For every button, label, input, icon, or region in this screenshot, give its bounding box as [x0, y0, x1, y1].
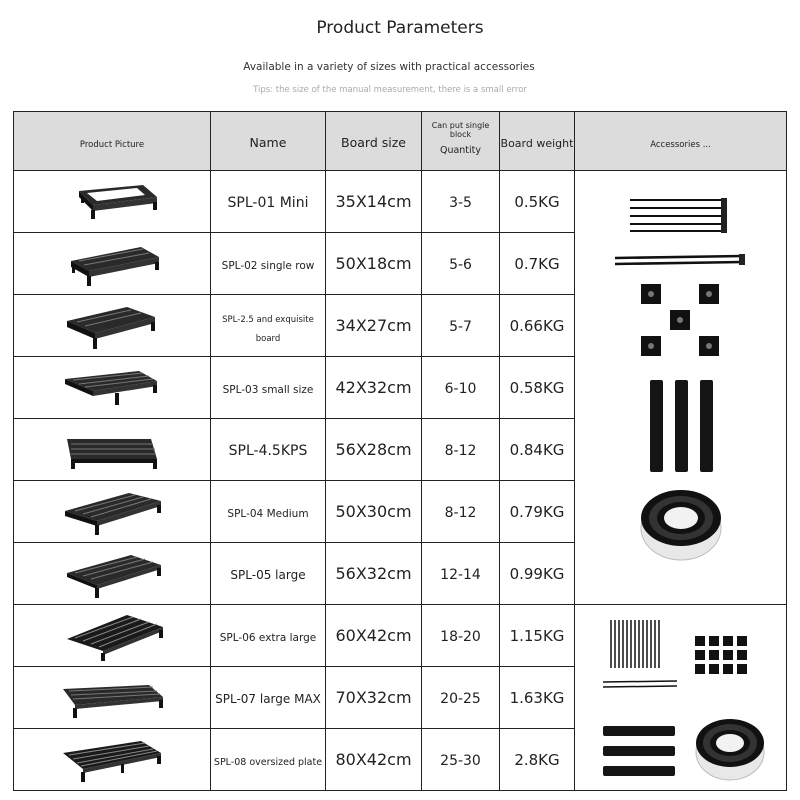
product-picture-cell — [14, 667, 211, 729]
product-picture-cell — [14, 357, 211, 419]
quantity: 20-25 — [422, 667, 500, 729]
quantity: 6-10 — [422, 357, 500, 419]
board-size: 42X32cm — [326, 357, 422, 419]
table-row — [14, 171, 787, 233]
table-row — [14, 605, 787, 667]
board-size: 56X28cm — [326, 419, 422, 481]
quantity: 25-30 — [422, 729, 500, 791]
accessories-cell-set-2 — [575, 605, 787, 791]
product-picture-cell — [14, 171, 211, 233]
board-weight: 0.58KG — [500, 357, 575, 419]
header-name: Name — [211, 112, 326, 171]
header-accessories: Accessories ... — [575, 112, 787, 171]
product-name: SPL-07 large MAX — [211, 667, 326, 729]
product-name: SPL-06 extra large — [211, 605, 326, 667]
product-name: SPL-04 Medium — [211, 481, 326, 543]
board-size: 80X42cm — [326, 729, 422, 791]
product-name: SPL-01 Mini — [211, 171, 326, 233]
pedalboard-icon — [57, 363, 167, 413]
product-name: SPL-02 single row — [211, 233, 326, 295]
board-size: 70X32cm — [326, 667, 422, 729]
velcro-strap-icon — [650, 380, 713, 472]
quantity: 12-14 — [422, 543, 500, 605]
board-size: 35X14cm — [326, 171, 422, 233]
velcro-strap-icon — [603, 726, 675, 776]
pedalboard-icon — [57, 673, 167, 723]
pedalboard-icon — [57, 425, 167, 475]
accessories-cell-set-1 — [575, 171, 787, 605]
accessories-set-1 — [575, 172, 787, 604]
header-quantity: Can put single block Quantity — [422, 112, 500, 171]
header-board-size: Board size — [326, 112, 422, 171]
board-size: 50X30cm — [326, 481, 422, 543]
product-picture-cell — [14, 233, 211, 295]
product-picture-cell — [14, 729, 211, 791]
product-name: SPL-05 large — [211, 543, 326, 605]
product-name: SPL-08 oversized plate — [211, 729, 326, 791]
board-weight: 1.15KG — [500, 605, 575, 667]
board-weight: 0.66KG — [500, 295, 575, 357]
accessories-set-2 — [575, 606, 787, 790]
product-name: SPL-2.5 and exquisite board — [211, 295, 326, 357]
product-picture-cell — [14, 481, 211, 543]
board-size: 56X32cm — [326, 543, 422, 605]
quantity: 3-5 — [422, 171, 500, 233]
product-picture-cell — [14, 543, 211, 605]
quantity: 18-20 — [422, 605, 500, 667]
header-product-picture: Product Picture — [14, 112, 211, 171]
product-picture-cell — [14, 419, 211, 481]
velcro-tape-roll-icon — [696, 719, 764, 780]
product-picture-cell — [14, 295, 211, 357]
cable-tie-icon — [603, 620, 677, 687]
board-weight: 2.8KG — [500, 729, 575, 791]
adhesive-mount-icon — [695, 636, 747, 674]
pedalboard-icon — [57, 611, 167, 661]
table-header-row — [14, 112, 787, 171]
pedalboard-icon — [57, 301, 167, 351]
board-size: 60X42cm — [326, 605, 422, 667]
pedalboard-icon — [57, 487, 167, 537]
quantity: 5-7 — [422, 295, 500, 357]
page-title: Product Parameters — [316, 18, 484, 38]
product-picture-cell — [14, 605, 211, 667]
product-parameters-table — [13, 111, 787, 791]
pedalboard-icon — [57, 549, 167, 599]
quantity: 8-12 — [422, 419, 500, 481]
board-weight: 1.63KG — [500, 667, 575, 729]
cable-tie-icon — [615, 198, 745, 265]
velcro-tape-roll-icon — [641, 490, 721, 560]
product-name: SPL-03 small size — [211, 357, 326, 419]
pedalboard-icon — [57, 239, 167, 289]
board-weight: 0.7KG — [500, 233, 575, 295]
board-size: 34X27cm — [326, 295, 422, 357]
page-subtitle: Available in a variety of sizes with practical accessories — [243, 61, 535, 73]
quantity: 5-6 — [422, 233, 500, 295]
board-weight: 0.5KG — [500, 171, 575, 233]
board-weight: 0.79KG — [500, 481, 575, 543]
pedalboard-icon — [57, 735, 167, 785]
board-weight: 0.99KG — [500, 543, 575, 605]
board-size: 50X18cm — [326, 233, 422, 295]
product-name: SPL-4.5KPS — [211, 419, 326, 481]
header-board-weight: Board weight — [500, 112, 575, 171]
quantity: 8-12 — [422, 481, 500, 543]
pedalboard-icon — [57, 177, 167, 227]
tips-note: Tips: the size of the manual measurement, there is a small error — [253, 85, 527, 95]
board-weight: 0.84KG — [500, 419, 575, 481]
